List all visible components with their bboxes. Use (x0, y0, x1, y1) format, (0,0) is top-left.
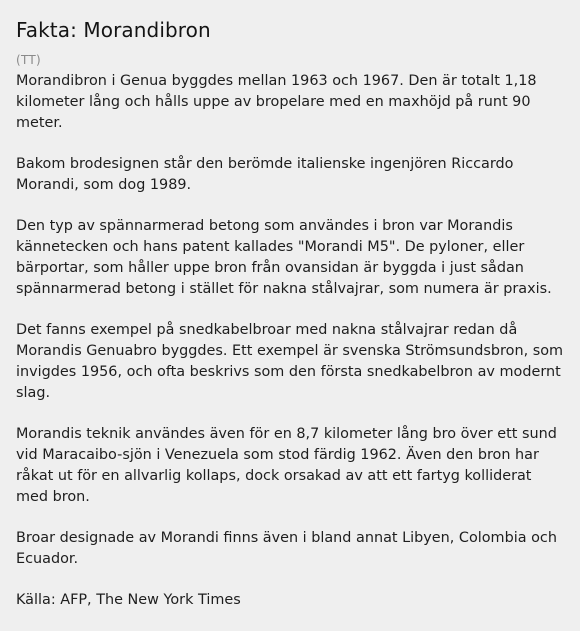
paragraph-concrete-technique: Den typ av spännarmerad betong som användes i bron var Morandis kännetecken och hans patent kallades "Morandi M5". De pyloner, eller bärportar, som håller uppe bron från ovansidan är byggda i just sådan spännarmerad betong i stället för nakna stålvajrar, som numera är praxis. (16, 218, 552, 297)
factbox-title: Fakta: Morandibron (16, 18, 211, 42)
source-label: (TT) (16, 53, 42, 67)
paragraph-cable-stayed-bridges: Det fanns exempel på snedkabelbroar med nakna stålvajrar redan då Morandis Genuabro byggdes. Ett exempel är svenska Strömsundsbron, som invigdes 1956, och ofta beskrivs som den första snedkabelbron av modernt slag. (16, 322, 564, 401)
source-credit: Källa: AFP, The New York Times (16, 592, 241, 608)
paragraph-other-countries: Broar designade av Morandi finns även i bland annat Libyen, Colombia och Ecuador. (16, 530, 557, 567)
factbox-body (16, 71, 564, 611)
paragraph-designer: Bakom brodesignen står den berömde italienske ingenjören Riccardo Morandi, som dog 1989. (16, 156, 514, 193)
paragraph-bridge-overview: Morandibron i Genua byggdes mellan 1963 och 1967. Den är totalt 1,18 kilometer lång och hålls uppe av bropelare med en maxhöjd på runt 90 meter. (16, 73, 537, 131)
paragraph-maracaibo-bridge: Morandis teknik användes även för en 8,7 kilometer lång bro över ett sund vid Maracaibo-sjön i Venezuela som stod färdig 1962. Även den bron har råkat ut för en allvarlig kollaps, dock orsakad av att ett fartyg kolliderat med bron. (16, 426, 557, 505)
